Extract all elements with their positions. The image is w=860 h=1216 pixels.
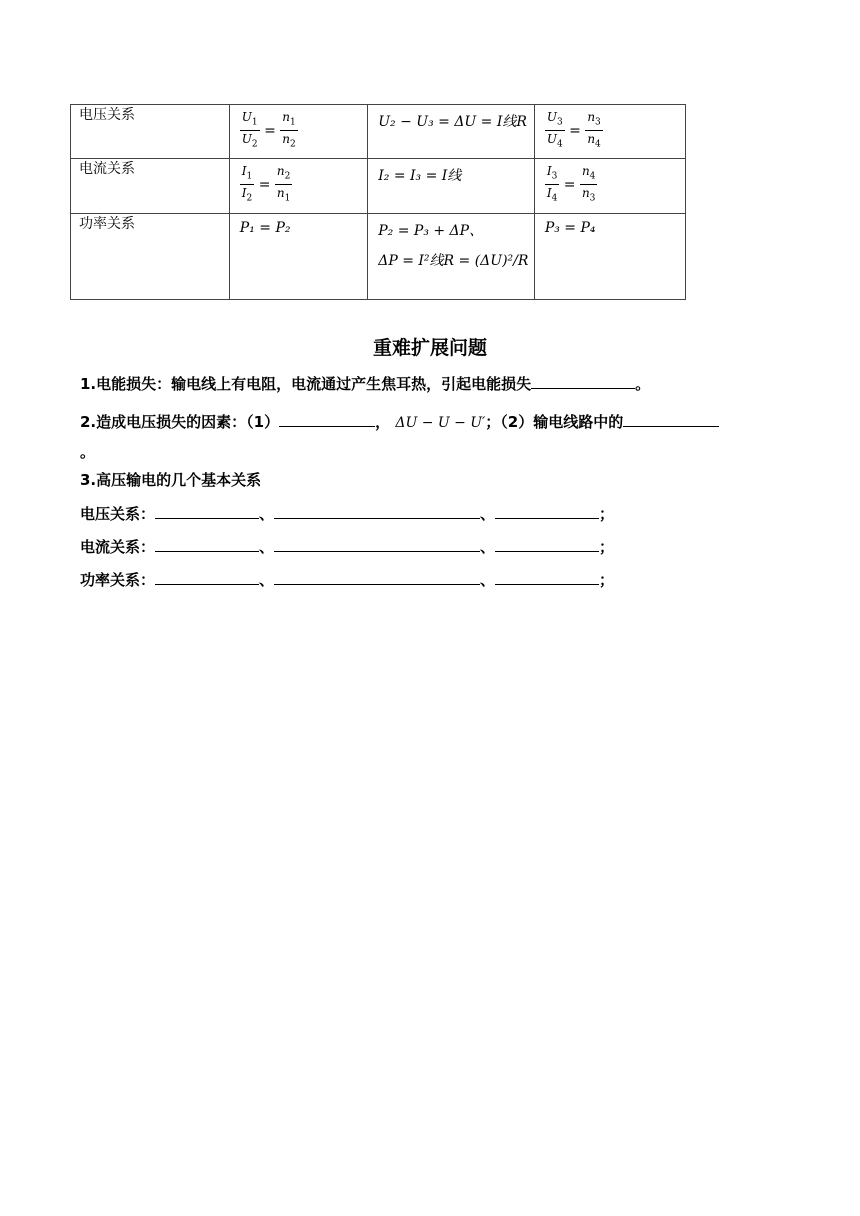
answer-blank[interactable] <box>274 504 480 519</box>
answer-blank[interactable] <box>274 537 480 552</box>
relation-power: 功率关系： 、 、 ； <box>80 571 615 589</box>
answer-blank[interactable] <box>274 570 480 585</box>
answer-blank[interactable] <box>495 570 599 585</box>
answer-blank[interactable] <box>623 412 719 427</box>
power-equality-step-up: P₁ = P₂ <box>229 214 367 300</box>
relation-current: 电流关系： 、 、 ； <box>80 538 615 556</box>
table-row <box>71 214 686 300</box>
table-row <box>71 159 686 214</box>
question-2-end: 。 <box>80 443 96 461</box>
row-label: 电流关系 <box>71 159 230 214</box>
answer-blank[interactable] <box>279 412 375 427</box>
answer-blank[interactable] <box>531 374 635 389</box>
current-equality-formula: I₂ = I₃ = I线 <box>368 159 535 214</box>
voltage-ratio-step-up: $\frac{U_1}{U_2}$ = $\frac{n_1}{n_2}$ <box>229 105 367 159</box>
voltage-loss-formula: U₂ − U₃ = ΔU = I线R <box>368 105 535 159</box>
answer-blank[interactable] <box>495 537 599 552</box>
section-heading: 重难扩展问题 <box>372 337 487 359</box>
row-label: 电压关系 <box>71 105 230 159</box>
question-1: 1.电能损失：输电线上有电阻，电流通过产生焦耳热，引起电能损失 。 <box>80 375 651 393</box>
answer-blank[interactable] <box>495 504 599 519</box>
answer-blank[interactable] <box>155 570 259 585</box>
relation-voltage: 电压关系： 、 、 ； <box>80 505 615 523</box>
answer-blank[interactable] <box>155 537 259 552</box>
question-3-title: 3.高压输电的几个基本关系 <box>80 471 262 489</box>
current-ratio-step-down: $\frac{I_3}{I_4}$ = $\frac{n_4}{n_3}$ <box>534 159 685 214</box>
current-ratio-step-up: $\frac{I_1}{I_2}$ = $\frac{n_2}{n_1}$ <box>229 159 367 214</box>
voltage-loss-formula-inline: ΔU − U − U′ <box>395 415 486 431</box>
relations-table <box>70 104 686 300</box>
row-label: 功率关系 <box>71 214 230 300</box>
answer-blank[interactable] <box>155 504 259 519</box>
table-row <box>71 105 686 159</box>
question-2: 2.造成电压损失的因素：（1） ， ΔU − U − U′；（2）输电线路中的 <box>80 411 719 432</box>
voltage-ratio-step-down: $\frac{U_3}{U_4}$ = $\frac{n_3}{n_4}$ <box>534 105 685 159</box>
power-loss-formula: P₂ = P₃ + ΔP、 ΔP = I²线R = (ΔU)²/R <box>368 214 535 300</box>
power-equality-step-down: P₃ = P₄ <box>534 214 685 300</box>
